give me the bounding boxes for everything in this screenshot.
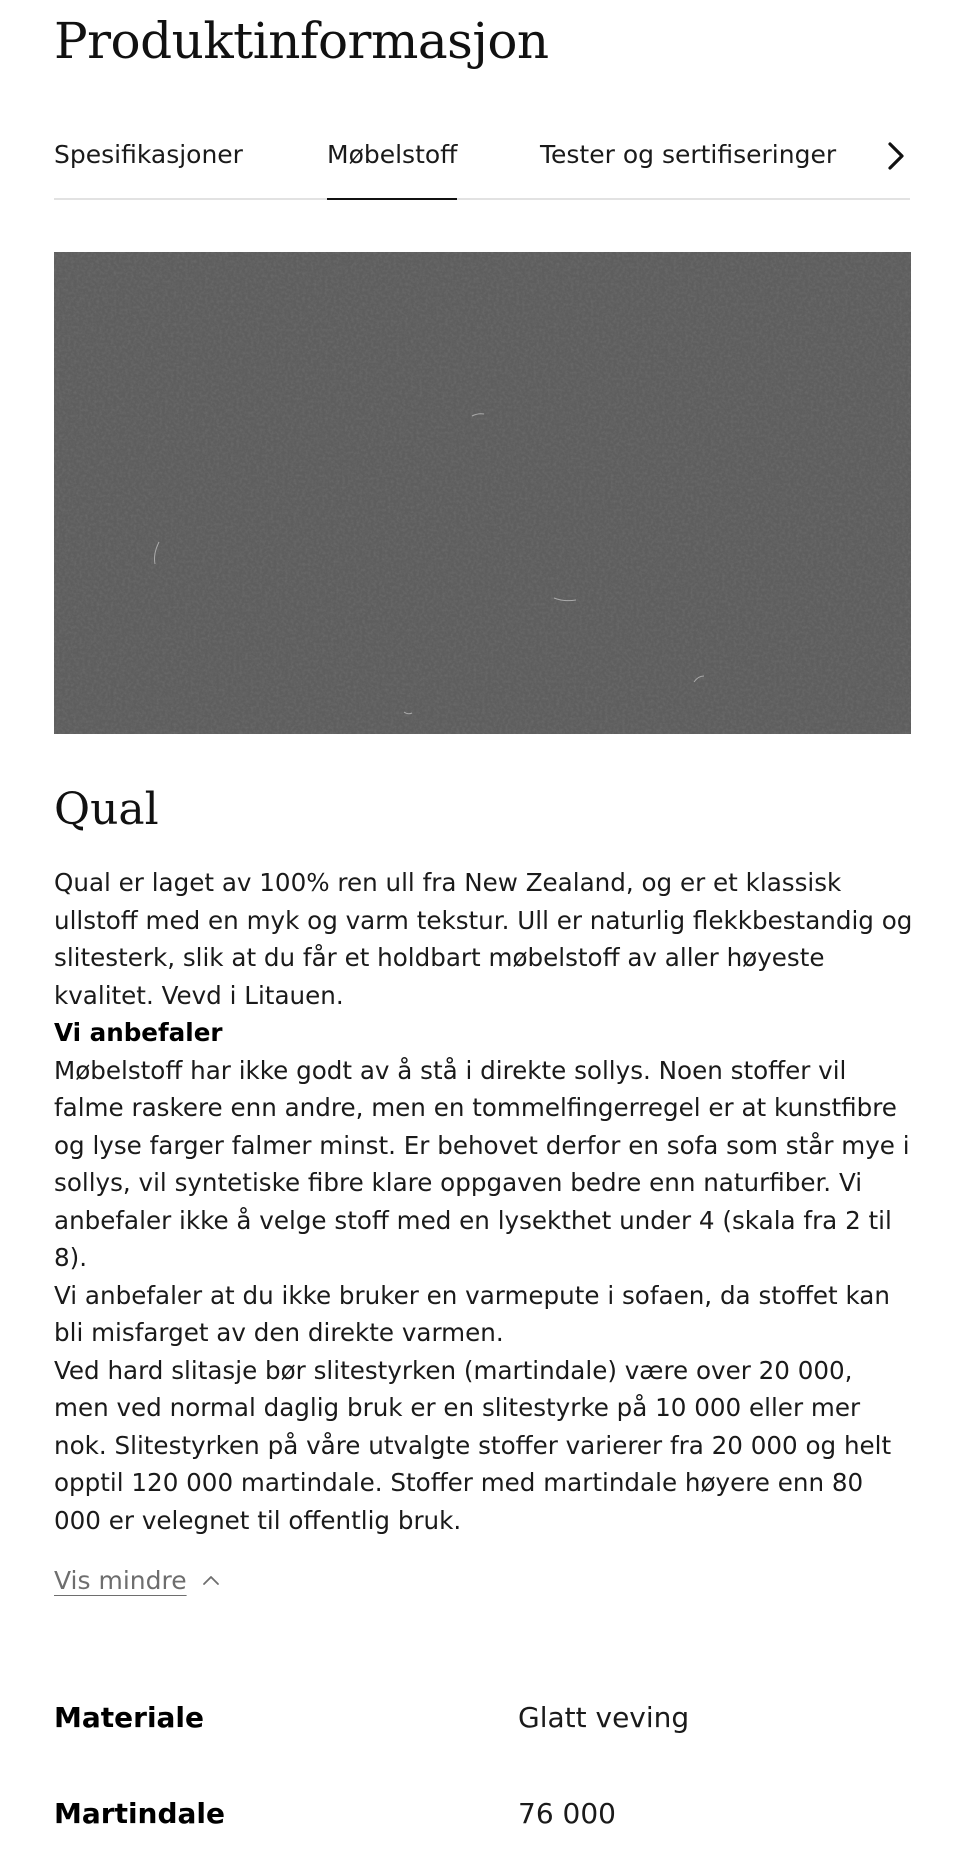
product-info-tabs [54, 120, 910, 200]
spec-value: Glatt veving [518, 1701, 690, 1734]
recommend-heading: Vi anbefaler [54, 1018, 223, 1047]
spec-row-materiale [54, 1693, 914, 1743]
show-less-toggle[interactable] [54, 1560, 221, 1600]
tabs-next-button[interactable] [880, 136, 914, 176]
recommend-paragraph: Vi anbefaler at du ikke bruker en varmepute i sofaen, da stoffet kan bli misfarget av den direkte varmen. [54, 1280, 890, 1347]
fabric-name: Qual [54, 784, 159, 835]
spec-value: 76 000 [518, 1797, 616, 1830]
spec-label: Materiale [54, 1701, 205, 1734]
fabric-swatch-image [54, 252, 911, 734]
spec-row-martindale [54, 1789, 914, 1839]
spec-label: Martindale [54, 1797, 226, 1830]
chevron-right-icon [880, 136, 914, 176]
recommend-paragraph: Ved hard slitasje bør slitestyrken (martindale) være over 20 000, men ved normal daglig bruk er en slitestyrke på 10 000 eller mer nok. Slitestyrken på våre utvalgte stoffer varierer fra 20 000 og helt opptil 120 000 martindale. Stoffer med martindale høyere enn 80 000 er velegnet til offentlig bruk. [54, 1355, 892, 1535]
fabric-intro-text: Qual er laget av 100% ren ull fra New Zealand, og er et klassisk ullstoff med en myk og varm tekstur. Ull er naturlig flekkbestandig og slitesterk, slik at du får et holdbart møbelstoff av aller høyeste kvalitet. Vevd i Litauen. [54, 868, 913, 1010]
page-title: Produktinformasjon [54, 12, 549, 70]
tab-tester-og-sertifiseringer[interactable]: Tester og sertifiseringer [540, 140, 837, 169]
tab-spesifikasjoner[interactable]: Spesifikasjoner [54, 140, 243, 169]
tab-mobelstoff[interactable]: Møbelstoff [327, 120, 457, 198]
chevron-up-icon [201, 1573, 221, 1587]
fabric-description [54, 864, 914, 1539]
recommend-paragraph: Møbelstoff har ikke godt av å stå i direkte sollys. Noen stoffer vil falme raskere enn andre, men en tommelfingerregel er at kunstfibre og lyse farger falmer minst. Er behovet derfor en sofa som står mye i sollys, vil syntetiske fibre klare oppgaven bedre enn naturfiber. Vi anbefaler ikke å velge stoff med en lysekthet under 4 (skala fra 2 til 8). [54, 1055, 910, 1272]
show-less-label[interactable]: Vis mindre [54, 1565, 187, 1595]
